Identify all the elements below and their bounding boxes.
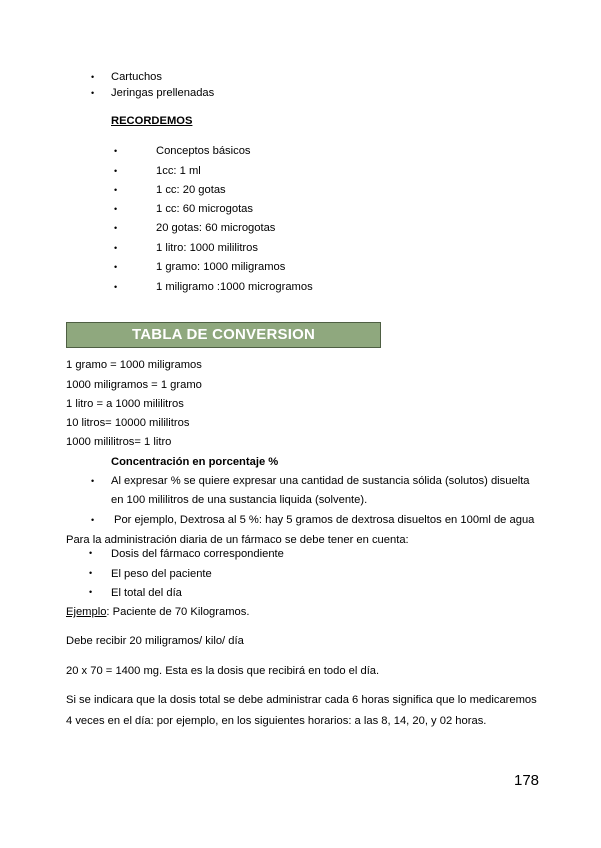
list-item: 1 gramo: 1000 miligramos (156, 261, 286, 273)
list-item: Dosis del fármaco correspondiente (111, 548, 284, 560)
conversion-line: 1000 miligramos = 1 gramo (66, 379, 202, 391)
list-item: 1cc: 1 ml (156, 165, 201, 177)
example-line: Si se indicara que la dosis total se debe administrar cada 6 horas significa que lo medicaremos (66, 694, 537, 706)
bullet-marker: • (114, 262, 118, 272)
bullet-marker: • (114, 282, 118, 292)
recordemos-heading: RECORDEMOS (111, 115, 193, 127)
list-item-continuation: en 100 mililitros de una sustancia liquida (solvente). (111, 494, 368, 506)
conversion-line: 1 gramo = 1000 miligramos (66, 359, 202, 371)
bullet-marker: • (89, 568, 93, 578)
conversion-line: 1000 mililitros= 1 litro (66, 436, 172, 448)
page-number: 178 (514, 772, 540, 789)
list-item: Al expresar % se quiere expresar una cantidad de sustancia sólida (solutos) disuelta (111, 475, 530, 487)
example-label: Ejemplo (66, 606, 107, 618)
conversion-table-title: TABLA DE CONVERSION (66, 322, 381, 348)
bullet-marker: • (91, 88, 95, 98)
example-line (66, 605, 249, 619)
bullet-marker: • (114, 243, 118, 253)
bullet-marker: • (114, 166, 118, 176)
list-item: Cartuchos (111, 71, 162, 83)
list-item: Jeringas prellenadas (111, 87, 215, 99)
administration-intro: Para la administración diaria de un fármaco se debe tener en cuenta: (66, 534, 409, 546)
bullet-marker: • (114, 146, 118, 156)
bullet-marker: • (91, 515, 95, 525)
example-text: : Paciente de 70 Kilogramos. (106, 606, 250, 618)
list-item: 1 cc: 60 microgotas (156, 203, 254, 215)
list-item: Por ejemplo, Dextrosa al 5 %: hay 5 gramos de dextrosa disueltos en 100ml de agua (114, 514, 535, 526)
concentration-heading: Concentración en porcentaje % (111, 456, 279, 468)
bullet-marker: • (91, 476, 95, 486)
bullet-marker: • (89, 548, 93, 558)
conversion-line: 10 litros= 10000 mililitros (66, 417, 190, 429)
bullet-marker: • (114, 185, 118, 195)
example-line: 4 veces en el día: por ejemplo, en los siguientes horarios: a las 8, 14, 20, y 02 horas. (66, 715, 487, 727)
bullet-marker: • (91, 72, 95, 82)
list-item: 20 gotas: 60 microgotas (156, 222, 276, 234)
list-item: Conceptos básicos (156, 145, 251, 157)
list-item: 1 miligramo :1000 microgramos (156, 281, 313, 293)
list-item: El peso del paciente (111, 568, 212, 580)
bullet-marker: • (114, 223, 118, 233)
example-line: 20 x 70 = 1400 mg. Esta es la dosis que recibirá en todo el día. (66, 665, 380, 677)
list-item: 1 litro: 1000 mililitros (156, 242, 258, 254)
bullet-marker: • (89, 587, 93, 597)
list-item: 1 cc: 20 gotas (156, 184, 226, 196)
bullet-marker: • (114, 204, 118, 214)
conversion-line: 1 litro = a 1000 mililitros (66, 398, 184, 410)
example-line: Debe recibir 20 miligramos/ kilo/ día (66, 635, 244, 647)
list-item: El total del día (111, 587, 182, 599)
